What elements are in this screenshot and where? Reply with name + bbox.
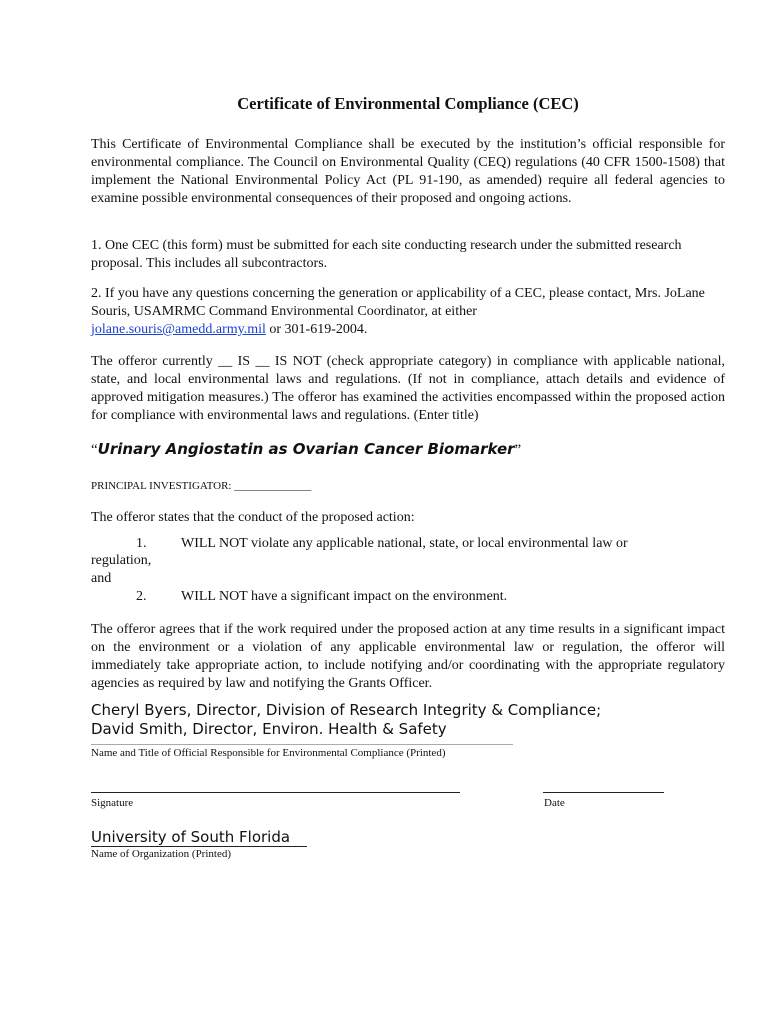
date-label: Date <box>544 797 565 809</box>
official-name-underline <box>91 744 513 745</box>
organization-underline <box>91 846 307 847</box>
instruction-item-1: 1. One CEC (this form) must be submitted for each site conducting research under the submitted research proposal. This includes all subcontractors. <box>91 238 682 271</box>
statement-1-text: WILL NOT violate any applicable national, state, or local environmental law or <box>181 536 628 551</box>
instruction-item-2-text: 2. If you have any questions concerning the generation or applicability of a CEC, please contact, Mrs. JoLane Souris, USAMRMC Command Environmental Coordinator, at either <box>91 286 705 319</box>
offeror-compliance-paragraph: The offeror currently __ IS __ IS NOT (check appropriate category) in compliance with applicable national, state, and local environmental laws and regulations. (If not in compliance, attach details and evidence of approved mitigation measures.) The offeror has examined the activities encompassed within the proposed action for compliance with environmental laws and regulations. (Enter title) <box>91 354 725 423</box>
official-caption: Name and Title of Official Responsible for Environmental Compliance (Printed) <box>91 747 446 759</box>
instruction-item-2 <box>91 285 725 339</box>
contact-email-link[interactable]: jolane.souris@amedd.army.mil <box>91 322 266 337</box>
statement-1-conjunction: and <box>91 571 112 586</box>
statement-1-continuation: regulation, <box>91 553 152 568</box>
signature-line[interactable] <box>91 792 460 793</box>
offeror-states-intro: The offeror states that the conduct of the proposed action: <box>91 510 415 525</box>
close-quote: ” <box>514 442 522 458</box>
statement-1-number: 1. <box>136 536 147 551</box>
document-title: Certificate of Environmental Compliance (CEC) <box>237 94 579 113</box>
agreement-paragraph: The offeror agrees that if the work required under the proposed action at any time results in a significant impact on the environment or a violation of any applicable environmental law or regulation, the offeror will immediately take appropriate action, to include notifying and/or coordinating with the appropriate regulatory agencies as required by law and notifying the Grants Officer. <box>91 622 725 691</box>
organization-caption: Name of Organization (Printed) <box>91 848 232 860</box>
project-title-text: Urinary Angiostatin as Ovarian Cancer Biomarker <box>97 440 515 458</box>
official-name-line-2: David Smith, Director, Environ. Health & Safety <box>91 720 447 738</box>
date-line[interactable] <box>543 792 664 793</box>
statement-2-text: WILL NOT have a significant impact on the environment. <box>181 589 508 604</box>
project-title <box>91 440 521 459</box>
principal-investigator-field[interactable]: PRINCIPAL INVESTIGATOR: ______________ <box>91 480 312 492</box>
official-name-line-1: Cheryl Byers, Director, Division of Research Integrity & Compliance; <box>91 701 602 719</box>
open-quote: “ <box>91 442 98 458</box>
intro-paragraph: This Certificate of Environmental Compliance shall be executed by the institution’s official responsible for environmental compliance. The Council on Environmental Quality (CEQ) regulations (40 CFR 1500-1508) that implement the National Environmental Policy Act (PL 91-190, as amended) require all federal agencies to examine possible environmental consequences of their proposed and ongoing actions. <box>91 137 725 206</box>
organization-name: University of South Florida <box>91 828 291 846</box>
signature-label: Signature <box>91 797 134 809</box>
contact-phone-text: or 301-619-2004. <box>265 322 368 337</box>
statement-2-number: 2. <box>136 589 147 604</box>
